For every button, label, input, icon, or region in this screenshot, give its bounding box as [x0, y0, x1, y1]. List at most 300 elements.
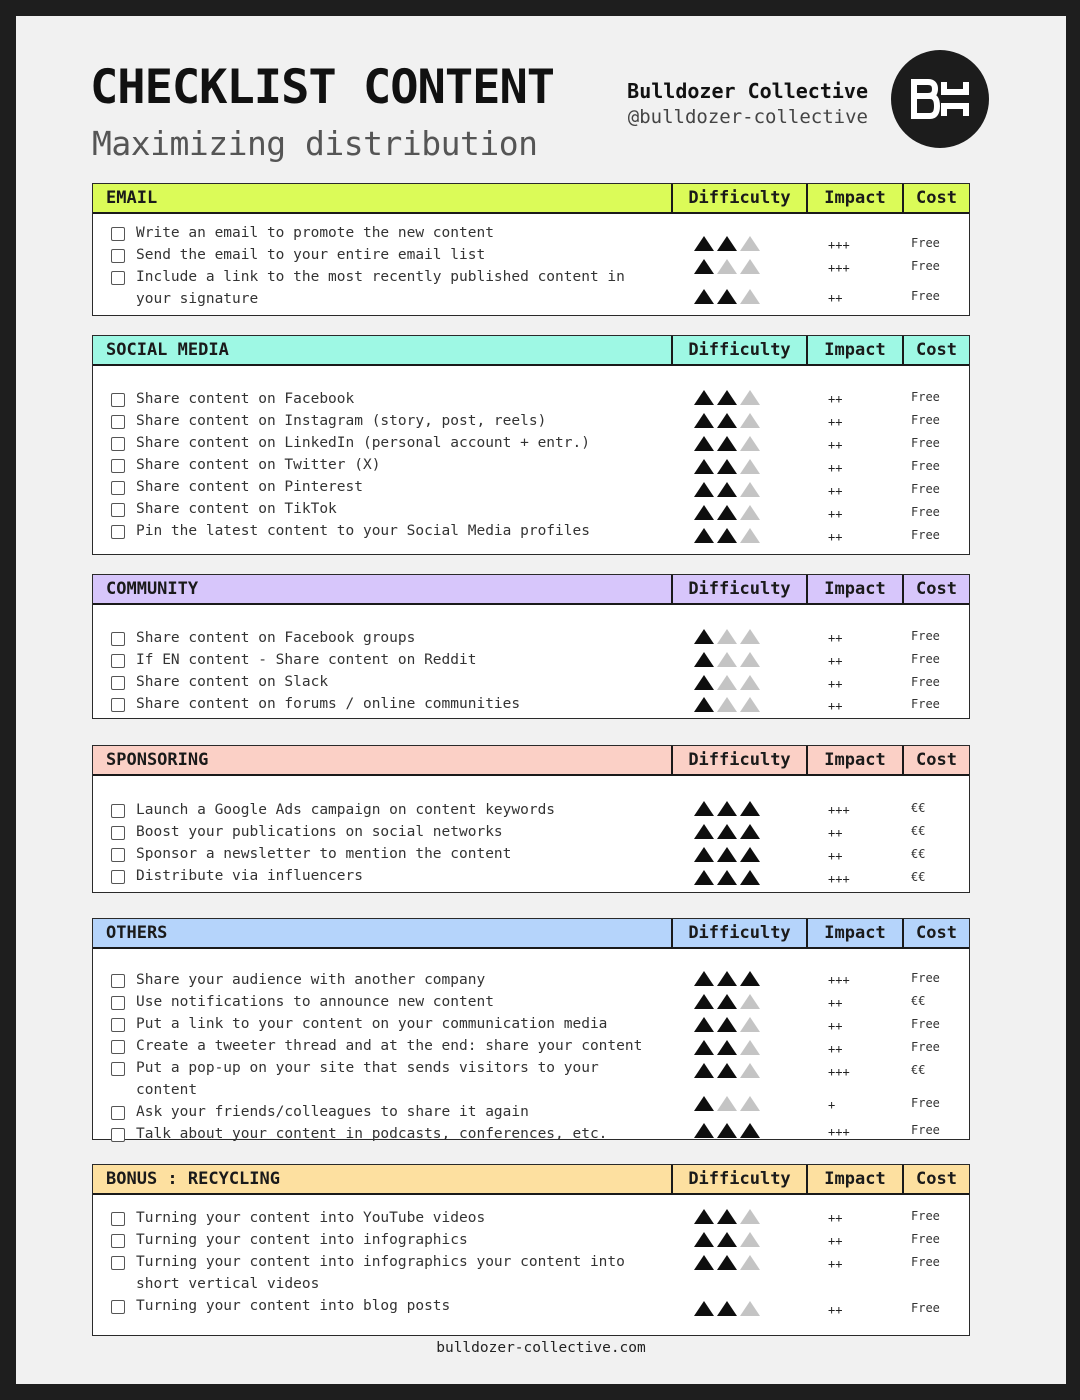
- triangle-filled-icon: [717, 459, 737, 474]
- triangle-filled-icon: [694, 697, 714, 712]
- triangle-filled-icon: [740, 847, 760, 862]
- checkbox[interactable]: [111, 525, 125, 539]
- checklist-item-label: Share your audience with another company: [136, 972, 486, 988]
- checklist-item[interactable]: [111, 671, 651, 693]
- checklist-item[interactable]: [111, 1251, 651, 1295]
- section-header: [93, 575, 969, 605]
- impact-value: +++: [828, 803, 850, 817]
- cost-value: Free: [911, 971, 940, 985]
- checklist-item-label: Create a tweeter thread and at the end: share your content: [136, 1038, 643, 1054]
- section-header: [93, 1165, 969, 1195]
- triangle-filled-icon: [717, 1301, 737, 1316]
- checklist-item[interactable]: [111, 222, 651, 244]
- checkbox[interactable]: [111, 481, 125, 495]
- checklist-item-label: Share content on forums / online communities: [136, 696, 521, 712]
- column-header-cost: Cost: [902, 1165, 969, 1193]
- triangle-filled-icon: [717, 436, 737, 451]
- checklist-item[interactable]: [111, 991, 651, 1013]
- cost-value: Free: [911, 1301, 940, 1315]
- cost-value: Free: [911, 1017, 940, 1031]
- triangle-filled-icon: [694, 236, 714, 251]
- checklist-item-label: Turning your content into blog posts: [136, 1298, 451, 1314]
- triangle-filled-icon: [694, 1255, 714, 1270]
- checkbox[interactable]: [111, 804, 125, 818]
- difficulty-rating: [694, 1209, 768, 1224]
- difficulty-rating: [694, 528, 768, 543]
- column-header-difficulty: Difficulty: [671, 184, 806, 212]
- impact-value: +++: [828, 973, 850, 987]
- triangle-filled-icon: [717, 528, 737, 543]
- triangle-empty-icon: [717, 675, 737, 690]
- triangle-empty-icon: [740, 629, 760, 644]
- column-header-cost: Cost: [902, 919, 969, 947]
- checklist-item-label: Use notifications to announce new content: [136, 994, 494, 1010]
- page-title: CHECKLIST CONTENT: [90, 60, 555, 115]
- checklist-item[interactable]: [111, 498, 651, 520]
- triangle-filled-icon: [694, 1232, 714, 1247]
- triangle-filled-icon: [717, 1123, 737, 1138]
- column-header-difficulty: Difficulty: [671, 1165, 806, 1193]
- checklist-item-label: Talk about your content in podcasts, conferences, etc.: [136, 1126, 608, 1142]
- section-title: OTHERS: [106, 923, 168, 943]
- impact-value: ++: [828, 484, 843, 498]
- checklist-item-label: Pin the latest content to your Social Media profiles: [136, 523, 590, 539]
- impact-value: +++: [828, 261, 850, 275]
- triangle-filled-icon: [694, 652, 714, 667]
- triangle-empty-icon: [717, 697, 737, 712]
- triangle-filled-icon: [694, 971, 714, 986]
- section-title: BONUS : RECYCLING: [106, 1169, 280, 1189]
- checklist-item-label: Ask your friends/colleagues to share it again: [136, 1104, 529, 1120]
- column-header-impact: Impact: [806, 1165, 902, 1193]
- cost-value: €€: [911, 801, 926, 815]
- impact-value: ++: [828, 392, 843, 406]
- difficulty-rating: [694, 994, 768, 1009]
- checkbox[interactable]: [111, 415, 125, 429]
- section-email: [92, 183, 970, 316]
- triangle-empty-icon: [740, 459, 760, 474]
- cost-value: Free: [911, 436, 940, 450]
- cost-value: Free: [911, 482, 940, 496]
- triangle-filled-icon: [694, 1040, 714, 1055]
- triangle-empty-icon: [740, 482, 760, 497]
- checklist-item-label: Share content on Instagram (story, post, reels): [136, 413, 547, 429]
- checklist-item-label: Launch a Google Ads campaign on content keywords: [136, 802, 556, 818]
- checklist-item[interactable]: [111, 693, 651, 715]
- section-header: [93, 336, 969, 366]
- checklist-item[interactable]: [111, 432, 651, 454]
- triangle-empty-icon: [740, 436, 760, 451]
- section-social-media: [92, 335, 970, 555]
- checklist-item-label: Send the email to your entire email list: [136, 247, 486, 263]
- checklist-item-label: Share content on Slack: [136, 674, 329, 690]
- impact-value: +++: [828, 872, 850, 886]
- column-header-difficulty: Difficulty: [671, 575, 806, 603]
- triangle-filled-icon: [717, 1017, 737, 1032]
- difficulty-rating: [694, 1123, 768, 1138]
- impact-value: ++: [828, 1019, 843, 1033]
- difficulty-rating: [694, 629, 768, 644]
- checklist-item[interactable]: [111, 1229, 651, 1251]
- difficulty-rating: [694, 847, 768, 862]
- checkbox[interactable]: [111, 1234, 125, 1248]
- checklist-item-label: Put a pop-up on your site that sends visitors to your content: [136, 1060, 599, 1098]
- checkbox[interactable]: [111, 393, 125, 407]
- checkbox[interactable]: [111, 437, 125, 451]
- triangle-filled-icon: [694, 1017, 714, 1032]
- impact-value: ++: [828, 996, 843, 1010]
- checklist-item-label: Turning your content into infographics your content into short vertical videos: [136, 1254, 625, 1292]
- cost-value: €€: [911, 994, 926, 1008]
- checkbox[interactable]: [111, 503, 125, 517]
- triangle-filled-icon: [717, 870, 737, 885]
- triangle-empty-icon: [740, 236, 760, 251]
- section-title: EMAIL: [106, 188, 158, 208]
- triangle-filled-icon: [694, 994, 714, 1009]
- difficulty-rating: [694, 1096, 768, 1111]
- difficulty-rating: [694, 413, 768, 428]
- triangle-filled-icon: [694, 847, 714, 862]
- triangle-filled-icon: [740, 870, 760, 885]
- cost-value: €€: [911, 870, 926, 884]
- triangle-empty-icon: [740, 1209, 760, 1224]
- checklist-item-label: Put a link to your content on your communication media: [136, 1016, 608, 1032]
- checklist-item[interactable]: [111, 476, 651, 498]
- section-community: [92, 574, 970, 719]
- cost-value: Free: [911, 528, 940, 542]
- cost-value: €€: [911, 1063, 926, 1077]
- footer-url[interactable]: bulldozer-collective.com: [436, 1340, 646, 1356]
- triangle-filled-icon: [694, 289, 714, 304]
- triangle-empty-icon: [740, 1301, 760, 1316]
- checklist-item-label: Distribute via influencers: [136, 868, 363, 884]
- triangle-empty-icon: [740, 390, 760, 405]
- triangle-filled-icon: [694, 824, 714, 839]
- cost-value: Free: [911, 505, 940, 519]
- checklist-item-label: Turning your content into infographics: [136, 1232, 468, 1248]
- cost-value: Free: [911, 1096, 940, 1110]
- cost-value: Free: [911, 1209, 940, 1223]
- checklist-item-label: Share content on Facebook groups: [136, 630, 416, 646]
- checklist-item[interactable]: [111, 649, 651, 671]
- triangle-filled-icon: [740, 801, 760, 816]
- difficulty-rating: [694, 259, 768, 274]
- cost-value: Free: [911, 1123, 940, 1137]
- triangle-filled-icon: [694, 1096, 714, 1111]
- column-header-difficulty: Difficulty: [671, 746, 806, 774]
- triangle-filled-icon: [740, 1123, 760, 1138]
- difficulty-rating: [694, 870, 768, 885]
- difficulty-rating: [694, 505, 768, 520]
- triangle-filled-icon: [717, 289, 737, 304]
- checkbox[interactable]: [111, 974, 125, 988]
- cost-value: Free: [911, 390, 940, 404]
- triangle-filled-icon: [717, 824, 737, 839]
- triangle-empty-icon: [740, 528, 760, 543]
- triangle-filled-icon: [694, 801, 714, 816]
- difficulty-rating: [694, 236, 768, 251]
- cost-value: €€: [911, 847, 926, 861]
- checklist-page: [16, 16, 1066, 1384]
- difficulty-rating: [694, 459, 768, 474]
- triangle-filled-icon: [717, 505, 737, 520]
- section-header: [93, 746, 969, 776]
- checkbox[interactable]: [111, 1106, 125, 1120]
- difficulty-rating: [694, 482, 768, 497]
- impact-value: +++: [828, 238, 850, 252]
- impact-value: ++: [828, 438, 843, 452]
- column-header-impact: Impact: [806, 575, 902, 603]
- difficulty-rating: [694, 801, 768, 816]
- impact-value: ++: [828, 461, 843, 475]
- checklist-item[interactable]: [111, 821, 651, 843]
- triangle-filled-icon: [694, 675, 714, 690]
- triangle-empty-icon: [740, 675, 760, 690]
- checklist-item[interactable]: [111, 627, 651, 649]
- checklist-item-label: Write an email to promote the new content: [136, 225, 494, 241]
- checklist-item[interactable]: [111, 865, 651, 887]
- checkbox[interactable]: [111, 826, 125, 840]
- cost-value: Free: [911, 459, 940, 473]
- impact-value: ++: [828, 1234, 843, 1248]
- checkbox[interactable]: [111, 870, 125, 884]
- cost-value: €€: [911, 824, 926, 838]
- triangle-filled-icon: [717, 236, 737, 251]
- triangle-filled-icon: [717, 482, 737, 497]
- checkbox[interactable]: [111, 1018, 125, 1032]
- impact-value: ++: [828, 677, 843, 691]
- triangle-filled-icon: [694, 390, 714, 405]
- triangle-empty-icon: [740, 697, 760, 712]
- triangle-filled-icon: [694, 1301, 714, 1316]
- triangle-empty-icon: [717, 259, 737, 274]
- impact-value: ++: [828, 1211, 843, 1225]
- checkbox[interactable]: [111, 698, 125, 712]
- difficulty-rating: [694, 675, 768, 690]
- checklist-item-label: Share content on Twitter (X): [136, 457, 381, 473]
- difficulty-rating: [694, 1301, 768, 1316]
- cost-value: Free: [911, 413, 940, 427]
- difficulty-rating: [694, 436, 768, 451]
- difficulty-rating: [694, 971, 768, 986]
- checklist-item[interactable]: [111, 266, 651, 310]
- section-header: [93, 184, 969, 214]
- checkbox[interactable]: [111, 996, 125, 1010]
- impact-value: ++: [828, 654, 843, 668]
- triangle-filled-icon: [717, 390, 737, 405]
- triangle-filled-icon: [717, 994, 737, 1009]
- checkbox[interactable]: [111, 654, 125, 668]
- checklist-item[interactable]: [111, 1207, 651, 1229]
- triangle-empty-icon: [740, 1255, 760, 1270]
- column-header-impact: Impact: [806, 919, 902, 947]
- checklist-item[interactable]: [111, 1295, 651, 1317]
- checklist-item[interactable]: [111, 1057, 651, 1101]
- checklist-item[interactable]: [111, 1013, 651, 1035]
- checklist-item-label: Include a link to the most recently published content in your signature: [136, 269, 625, 307]
- checkbox[interactable]: [111, 227, 125, 241]
- checklist-item[interactable]: [111, 410, 651, 432]
- cost-value: Free: [911, 236, 940, 250]
- triangle-filled-icon: [717, 1232, 737, 1247]
- section-sponsoring: [92, 745, 970, 893]
- cost-value: Free: [911, 675, 940, 689]
- triangle-empty-icon: [740, 1017, 760, 1032]
- checklist-item-label: If EN content - Share content on Reddit: [136, 652, 477, 668]
- column-header-cost: Cost: [902, 336, 969, 364]
- column-header-cost: Cost: [902, 746, 969, 774]
- triangle-empty-icon: [740, 505, 760, 520]
- section-title: SOCIAL MEDIA: [106, 340, 229, 360]
- checkbox[interactable]: [111, 1062, 125, 1076]
- checklist-item[interactable]: [111, 1101, 651, 1123]
- triangle-filled-icon: [717, 847, 737, 862]
- triangle-filled-icon: [740, 971, 760, 986]
- checkbox[interactable]: [111, 848, 125, 862]
- triangle-empty-icon: [740, 413, 760, 428]
- impact-value: ++: [828, 1303, 843, 1317]
- impact-value: ++: [828, 699, 843, 713]
- triangle-empty-icon: [740, 1232, 760, 1247]
- page-subtitle: Maximizing distribution: [92, 124, 538, 163]
- checklist-item[interactable]: [111, 799, 651, 821]
- checkbox[interactable]: [111, 249, 125, 263]
- checklist-item[interactable]: [111, 843, 651, 865]
- checklist-item-label: Boost your publications on social networks: [136, 824, 503, 840]
- triangle-filled-icon: [694, 259, 714, 274]
- impact-value: ++: [828, 507, 843, 521]
- checkbox[interactable]: [111, 1040, 125, 1054]
- triangle-filled-icon: [694, 482, 714, 497]
- checklist-item-label: Share content on TikTok: [136, 501, 337, 517]
- column-header-cost: Cost: [902, 575, 969, 603]
- triangle-filled-icon: [717, 1063, 737, 1078]
- checkbox[interactable]: [111, 632, 125, 646]
- triangle-filled-icon: [694, 436, 714, 451]
- checklist-item[interactable]: [111, 244, 651, 266]
- bc-logo-mark-icon: [911, 79, 969, 119]
- impact-value: ++: [828, 826, 843, 840]
- impact-value: ++: [828, 849, 843, 863]
- cost-value: Free: [911, 1040, 940, 1054]
- checkbox[interactable]: [111, 1128, 125, 1142]
- impact-value: ++: [828, 530, 843, 544]
- triangle-filled-icon: [717, 801, 737, 816]
- impact-value: +++: [828, 1125, 850, 1139]
- difficulty-rating: [694, 1017, 768, 1032]
- checkbox[interactable]: [111, 1212, 125, 1226]
- impact-value: ++: [828, 631, 843, 645]
- section-title: COMMUNITY: [106, 579, 199, 599]
- impact-value: ++: [828, 415, 843, 429]
- checklist-item-label: Share content on Facebook: [136, 391, 355, 407]
- cost-value: Free: [911, 697, 940, 711]
- checkbox[interactable]: [111, 1300, 125, 1314]
- checklist-item[interactable]: [111, 1035, 651, 1057]
- checklist-item-label: Share content on LinkedIn (personal account + entr.): [136, 435, 590, 451]
- difficulty-rating: [694, 390, 768, 405]
- triangle-empty-icon: [740, 1063, 760, 1078]
- checkbox[interactable]: [111, 676, 125, 690]
- triangle-filled-icon: [717, 1040, 737, 1055]
- checklist-item[interactable]: [111, 1123, 651, 1145]
- triangle-filled-icon: [694, 1123, 714, 1138]
- impact-value: ++: [828, 1257, 843, 1271]
- difficulty-rating: [694, 1063, 768, 1078]
- checklist-item-label: Share content on Pinterest: [136, 479, 363, 495]
- checklist-item-label: Sponsor a newsletter to mention the content: [136, 846, 512, 862]
- brand-name: Bulldozer Collective: [627, 79, 868, 103]
- triangle-filled-icon: [694, 413, 714, 428]
- cost-value: Free: [911, 289, 940, 303]
- triangle-filled-icon: [717, 413, 737, 428]
- column-header-difficulty: Difficulty: [671, 919, 806, 947]
- checkbox[interactable]: [111, 271, 125, 285]
- brand-logo-icon: [891, 50, 989, 148]
- brand-handle: @bulldozer-collective: [627, 106, 868, 128]
- cost-value: Free: [911, 1232, 940, 1246]
- checklist-item-label: Turning your content into YouTube videos: [136, 1210, 486, 1226]
- difficulty-rating: [694, 1255, 768, 1270]
- triangle-filled-icon: [717, 1209, 737, 1224]
- difficulty-rating: [694, 824, 768, 839]
- difficulty-rating: [694, 289, 768, 304]
- column-header-impact: Impact: [806, 336, 902, 364]
- triangle-empty-icon: [740, 994, 760, 1009]
- impact-value: ++: [828, 1042, 843, 1056]
- column-header-cost: Cost: [902, 184, 969, 212]
- impact-value: ++: [828, 291, 843, 305]
- cost-value: Free: [911, 1255, 940, 1269]
- checklist-item[interactable]: [111, 388, 651, 410]
- cost-value: Free: [911, 629, 940, 643]
- impact-value: +: [828, 1098, 836, 1112]
- triangle-empty-icon: [740, 1096, 760, 1111]
- triangle-filled-icon: [694, 870, 714, 885]
- triangle-filled-icon: [740, 824, 760, 839]
- cost-value: Free: [911, 259, 940, 273]
- section-bonus-recycling: [92, 1164, 970, 1336]
- triangle-filled-icon: [694, 528, 714, 543]
- triangle-filled-icon: [694, 629, 714, 644]
- difficulty-rating: [694, 652, 768, 667]
- triangle-empty-icon: [717, 629, 737, 644]
- column-header-impact: Impact: [806, 184, 902, 212]
- triangle-empty-icon: [717, 1096, 737, 1111]
- column-header-difficulty: Difficulty: [671, 336, 806, 364]
- triangle-empty-icon: [740, 259, 760, 274]
- triangle-filled-icon: [717, 1255, 737, 1270]
- triangle-filled-icon: [717, 971, 737, 986]
- checkbox[interactable]: [111, 1256, 125, 1270]
- cost-value: Free: [911, 652, 940, 666]
- triangle-empty-icon: [740, 1040, 760, 1055]
- triangle-filled-icon: [694, 459, 714, 474]
- triangle-empty-icon: [740, 289, 760, 304]
- impact-value: +++: [828, 1065, 850, 1079]
- triangle-empty-icon: [740, 652, 760, 667]
- difficulty-rating: [694, 1040, 768, 1055]
- section-title: SPONSORING: [106, 750, 209, 770]
- triangle-filled-icon: [694, 505, 714, 520]
- checkbox[interactable]: [111, 459, 125, 473]
- triangle-filled-icon: [694, 1209, 714, 1224]
- checklist-item[interactable]: [111, 520, 651, 542]
- checklist-item[interactable]: [111, 969, 651, 991]
- triangle-filled-icon: [694, 1063, 714, 1078]
- checklist-item[interactable]: [111, 454, 651, 476]
- difficulty-rating: [694, 1232, 768, 1247]
